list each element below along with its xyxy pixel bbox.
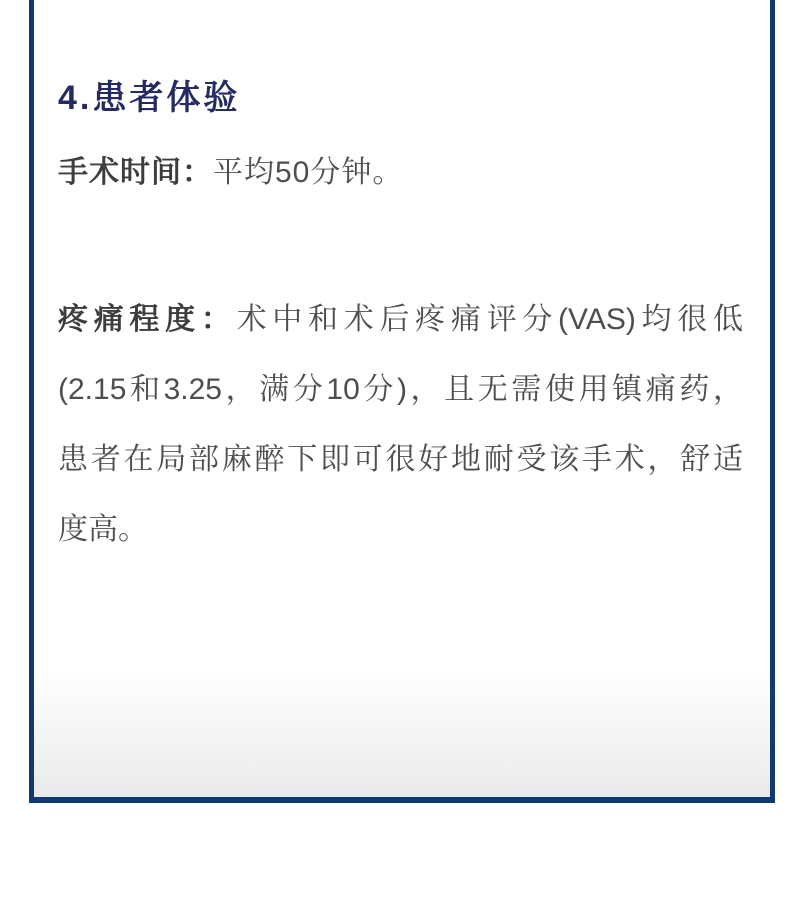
pain-line-1	[58, 285, 743, 355]
pain-label: 疼痛程度：	[58, 303, 237, 336]
card-content	[34, 0, 770, 565]
pain-line-2: (2.15和3.25，满分10分)，且无需使用镇痛药，	[58, 373, 743, 406]
surgery-time-label: 手术时间：	[58, 156, 213, 189]
pain-line-1-text: 术中和术后疼痛评分(VAS)均很低	[236, 303, 743, 336]
pain-line-4: 度高。	[58, 513, 148, 546]
surgery-time-line	[58, 153, 743, 193]
section-heading: 4.患者体验	[58, 79, 241, 117]
pain-line-3: 患者在局部麻醉下即可很好地耐受该手术，舒适	[58, 443, 743, 476]
pain-paragraph	[58, 285, 743, 565]
surgery-time-value: 平均50分钟。	[213, 156, 404, 189]
content-card	[29, 0, 775, 803]
